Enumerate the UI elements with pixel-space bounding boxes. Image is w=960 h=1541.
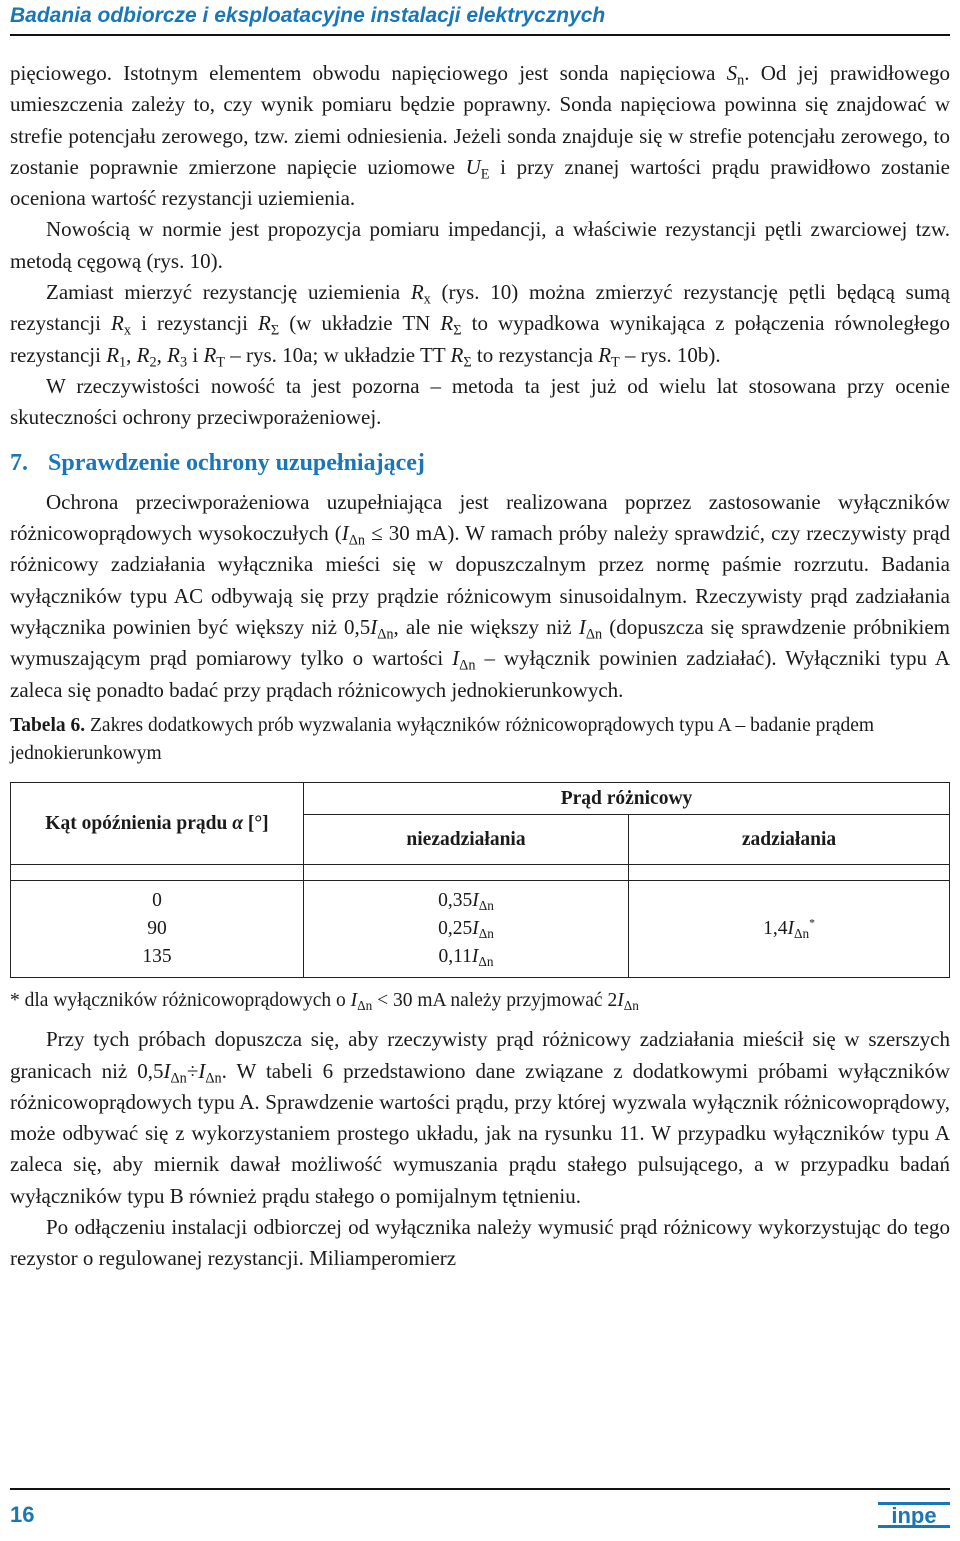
cell-angles	[11, 881, 304, 978]
table-6	[10, 782, 950, 978]
paragraph-ochrona-uzupelniajaca: Ochrona przeciwporażeniowa uzupełniająca jest realizowana poprzez zastosowanie wyłączników różnicowoprądowych wysokoczułych ($I_{\Delta n} \le 30$ mA). W ramach próby należy sprawdzić, czy rzeczywisty prąd różnicowy zadziałania wyłącznika mieści się w dopuszczalnym przez normę paśmie rozrzutu. Badania wyłączników typu AC odbywają się przy prądzie różnicowym sinusoidalnym. Rzeczywisty prąd zadziałania wyłącznika powinien być większy niż $0,5I_{\Delta n}$, ale nie większy niż $I_{\Delta n}$ (dopuszcza się sprawdzenie próbnikiem wymuszającym prąd pomiarowy tylko o wartości $I_{\Delta n}$ – wyłącznik powinien zadziałać). Wyłączniki typu A zaleca się ponadto badać przy prądach różnicowych jednokierunkowych.	[10, 489, 950, 702]
no-trip-value: $0,25I_{\Delta n}$	[438, 918, 494, 942]
header-angle: Kąt opóźnienia prądu α [°]	[11, 782, 304, 864]
running-header	[10, 4, 950, 36]
cell-no-trip-values	[304, 881, 629, 978]
table-label: Tabela 6.	[10, 714, 86, 736]
cell-trip-value: $1,4I_{\Delta n}^*$	[629, 881, 950, 978]
document-body	[10, 58, 950, 1275]
header-zadzialania: zadziałania	[629, 815, 950, 865]
paragraph-rezystancja-petli: Zamiast mierzyć rezystancję uziemienia $R_x$ (rys. 10) można zmierzyć rezystancję pętli będącą sumą rezystancji $R_x$ i rezystancji $R_\Sigma$ (w układzie TN $R_\Sigma$ to wypadkowa wynikająca z połączenia równoległego rezystancji $R_1$, $R_2$, $R_3$ i $R_T$ – rys. 10a; w układzie TT $R_\Sigma$ to rezystancja $R_T$ – rys. 10b).	[10, 280, 950, 370]
alpha-symbol: α	[232, 812, 244, 834]
angle-value: 90	[147, 918, 167, 940]
angle-value: 135	[142, 946, 172, 968]
page-footer	[10, 1488, 950, 1528]
paragraph-nowosc: W rzeczywistości nowość ta jest pozorna – metoda ta jest już od wielu lat stosowana przy ocenie skuteczności ochrony przeciwporażeniowej.	[10, 373, 950, 430]
table-footnote: * dla wyłączników różnicowoprądowych o $I_{\Delta n} < 30$ mA należy przyjmować $2I_{\Delta n}$	[10, 990, 639, 1014]
paragraph-proby-dodatkowe: Przy tych próbach dopuszcza się, aby rzeczywisty prąd różnicowy zadziałania mieścił się w szerszych granicach niż $0,5I_{\Delta n}\div I_{\Delta n}$. W tabeli 6 przedstawiono dane związane z dodatkowymi próbami wyłączników różnicowoprądowych typu A. Sprawdzenie wartości prądu, przy której wyzwala wyłącznik różnicowoprądowy, może odbywać się z wykorzystaniem prostego układu, jak na rysunku 11. W przypadku wyłączników typu A zaleca się, aby miernik dawał możliwość wymuszania prądu stałego pulsującego, a w przypadku badań wyłączników typu B również prądu stałego o pomijalnym tętnieniu.	[10, 1027, 950, 1208]
inpe-logo	[878, 1498, 950, 1532]
section-heading	[10, 448, 950, 479]
page-number: 16	[10, 1502, 35, 1527]
no-trip-value: $0,11I_{\Delta n}$	[438, 946, 494, 970]
paragraph-sonda: pięciowego. Istotnym elementem obwodu napięciowego jest sonda napięciowa $S_n$. Od jej prawidłowego umieszczenia zależy to, czy wynik pomiaru będzie poprawny. Sonda napięciowa powinna się znajdować w strefie potencjału zerowego, tzw. ziemi odniesienia. Jeżeli sonda znajduje się w strefie potencjału zerowego, to zostanie poprawnie zmierzone napięcie uziomowe $U_E$ i przy znanej wartości prądu prawidłowo zostanie oceniona wartość rezystancji uziemienia.	[10, 61, 951, 211]
header-prad-roznicowy: Prąd różnicowy	[304, 782, 950, 814]
paragraph-impedancja: Nowością w normie jest propozycja pomiaru impedancji, a właściwie rezystancji pętli zwarciowej tzw. metodą cęgową (rys. 10).	[10, 217, 950, 273]
table-caption-text: Zakres dodatkowych prób wyzwalania wyłączników różnicowoprądowych typu A – badanie prądem jednokierunkowym	[10, 714, 875, 764]
table-caption	[10, 712, 950, 768]
footnote-marker: *	[809, 916, 815, 930]
paragraph-odlaczenie: Po odłączeniu instalacji odbiorczej od wyłącznika należy wymusić prąd różnicowy wykorzystując do tego rezystor o regulowanej rezystancji. Miliamperomierz	[10, 1215, 950, 1271]
angle-value: 0	[152, 890, 162, 912]
header-niezadzialania: niezadziałania	[304, 815, 629, 865]
logo-text: inpe	[891, 1503, 937, 1528]
section-title: Sprawdzenie ochrony uzupełniającej	[48, 449, 425, 476]
section-number: 7.	[10, 449, 28, 476]
header-title: Badania odbiorcze i eksploatacyjne instalacji elektrycznych	[10, 4, 606, 27]
no-trip-value: $0,35I_{\Delta n}$	[438, 890, 494, 914]
